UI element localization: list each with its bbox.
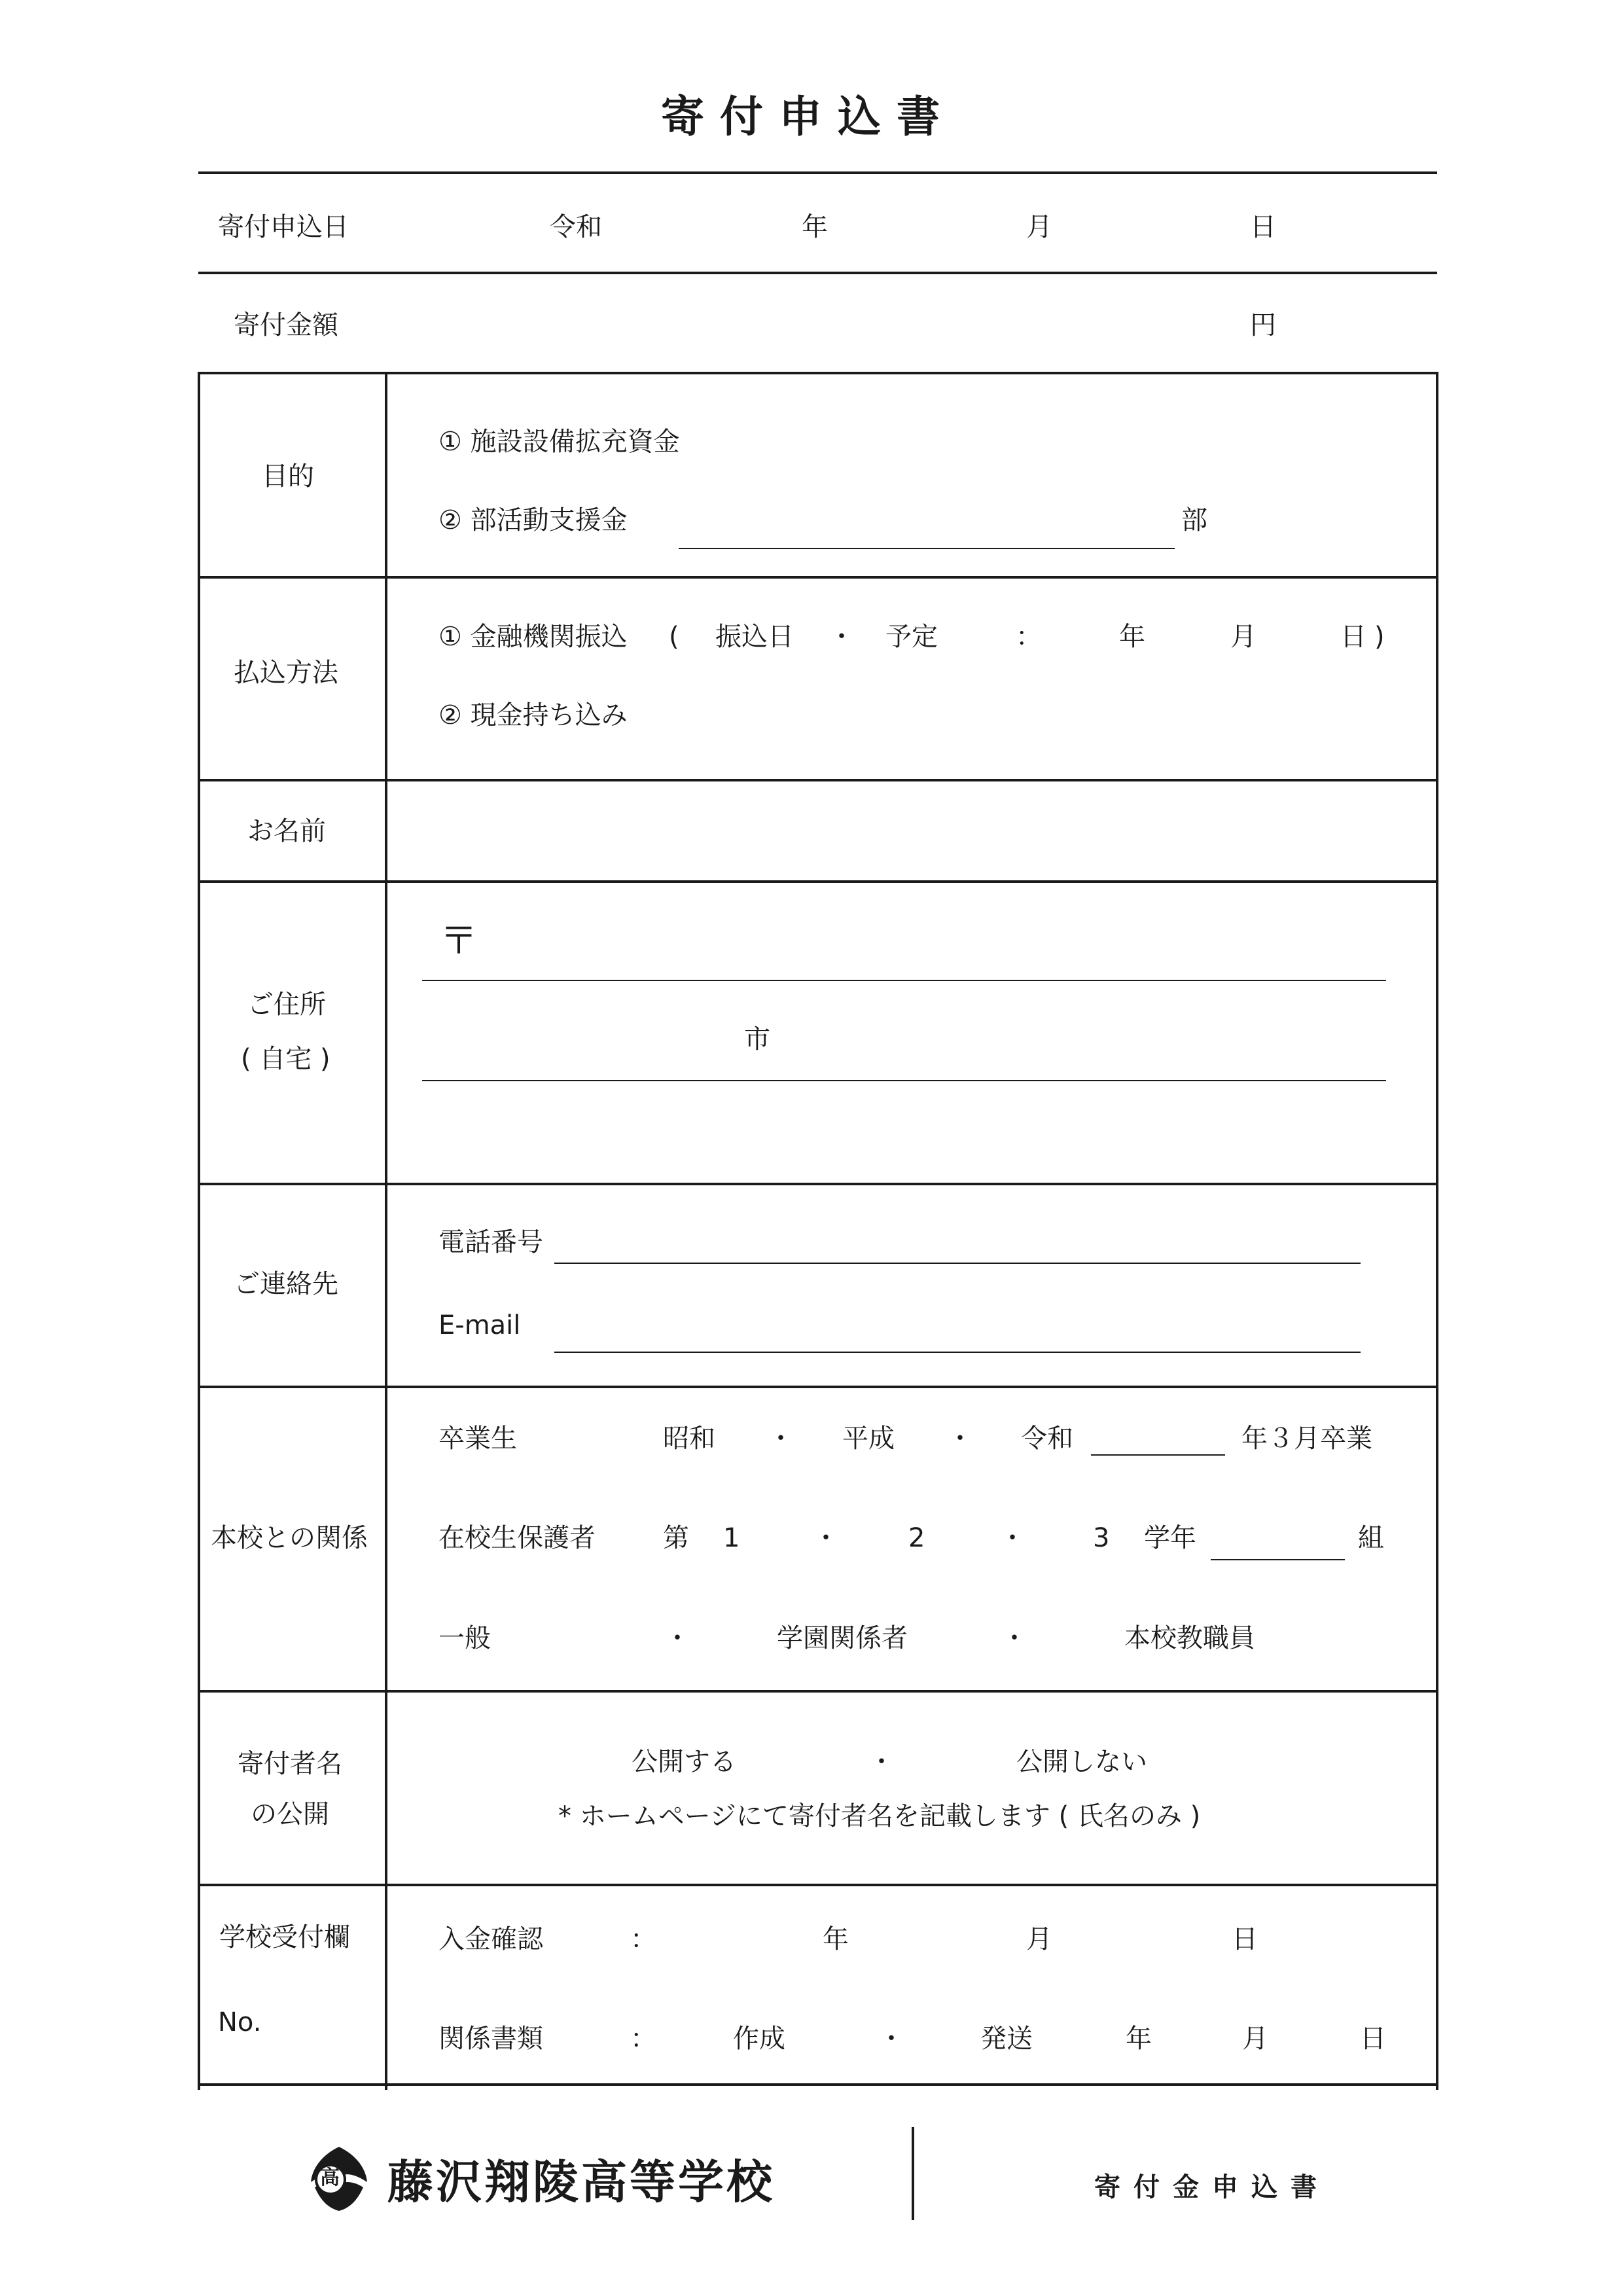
relation-era-showa[interactable]: 昭和 <box>663 1424 715 1454</box>
relation-general[interactable]: 一般 <box>438 1623 491 1653</box>
disclosure-no-publish[interactable]: 公開しない <box>1016 1747 1147 1777</box>
relation-grade-1[interactable]: 1 <box>723 1523 740 1553</box>
relation-era-reiwa[interactable]: 令和 <box>1021 1424 1073 1454</box>
rule-date-bottom <box>198 272 1437 274</box>
amount-label: 寄付金額 <box>234 310 338 340</box>
school-emblem-char: 高 <box>320 2166 340 2189</box>
payment-year: 年 <box>1119 622 1145 652</box>
class-number-field[interactable] <box>1211 1559 1345 1560</box>
date-month: 月 <box>1026 212 1052 242</box>
relation-graduate[interactable]: 卒業生 <box>438 1424 517 1454</box>
relation-dot-5: ・ <box>664 1623 690 1653</box>
payment-confirm-year: 年 <box>823 1924 849 1954</box>
disclosure-label-2: の公開 <box>251 1799 329 1829</box>
payment-confirm-month: 月 <box>1026 1924 1052 1954</box>
relation-dai: 第 <box>663 1523 689 1553</box>
payment-planned: 予定 <box>885 622 938 652</box>
documents-label: 関係書類 <box>438 2024 543 2054</box>
date-label: 寄付申込日 <box>218 212 349 242</box>
documents-month: 月 <box>1242 2024 1268 2054</box>
relation-label: 本校との関係 <box>211 1523 368 1553</box>
payment-day: 日 <box>1340 622 1366 652</box>
rule-payment-bottom <box>198 779 1437 781</box>
school-use-label: 学校受付欄 <box>219 1922 350 1952</box>
graduation-year-field[interactable] <box>1091 1454 1225 1456</box>
relation-school-related[interactable]: 学園関係者 <box>777 1623 908 1653</box>
payment-confirm-label: 入金確認 <box>438 1924 543 1954</box>
documents-dot: ・ <box>878 2024 904 2054</box>
relation-grad-suffix: 年３月卒業 <box>1241 1424 1372 1454</box>
relation-dot-2: ・ <box>947 1424 973 1454</box>
table-right-border <box>1436 372 1438 2090</box>
purpose-label: 目的 <box>262 461 314 492</box>
postal-mark: 〒 <box>440 918 478 963</box>
purpose-option-club[interactable]: ② 部活動支援金 <box>438 505 628 535</box>
rule-amount-bottom <box>198 372 1437 374</box>
rule-contact-bottom <box>198 1386 1437 1388</box>
documents-day: 日 <box>1360 2024 1386 2054</box>
club-suffix: 部 <box>1181 505 1207 535</box>
date-day: 日 <box>1250 212 1276 242</box>
payment-close-paren: ) <box>1374 622 1385 652</box>
documents-year: 年 <box>1126 2024 1152 2054</box>
relation-guardian[interactable]: 在校生保護者 <box>438 1523 596 1553</box>
rule-purpose-bottom <box>198 576 1437 579</box>
footer-doc-title: 寄付金申込書 <box>1094 2172 1330 2202</box>
payment-transfer-date: 振込日 <box>715 622 794 652</box>
school-use-no: No. <box>218 2007 262 2037</box>
relation-dot-4: ・ <box>999 1523 1026 1553</box>
payment-open-paren: ( <box>669 622 679 652</box>
payment-option-bank[interactable]: ① 金融機関振込 <box>438 622 628 652</box>
relation-staff[interactable]: 本校教職員 <box>1124 1623 1255 1653</box>
phone-label: 電話番号 <box>438 1227 543 1257</box>
name-field[interactable] <box>393 785 1430 876</box>
address-label: ご住所 <box>247 990 326 1020</box>
table-left-border <box>198 372 200 2090</box>
disclosure-label: 寄付者名 <box>238 1749 342 1779</box>
documents-create[interactable]: 作成 <box>733 2024 785 2054</box>
date-era: 令和 <box>550 212 602 242</box>
address-label-home: ( 自宅 ) <box>241 1044 330 1074</box>
disclosure-note: * ホームページにて寄付者名を記載します ( 氏名のみ ) <box>558 1801 1201 1831</box>
relation-dot-3: ・ <box>813 1523 839 1553</box>
payment-confirm-colon: ： <box>630 1924 656 1954</box>
club-name-field[interactable] <box>679 548 1175 549</box>
payment-option-cash[interactable]: ② 現金持ち込み <box>438 700 628 730</box>
school-name: 藤沢翔陵高等学校 <box>387 2155 775 2209</box>
rule-address-bottom <box>198 1183 1437 1185</box>
payment-label: 払込方法 <box>234 658 338 688</box>
email-label: E-mail <box>438 1310 521 1340</box>
rule-table-bottom <box>198 2083 1437 2086</box>
name-label: お名前 <box>247 816 326 846</box>
rule-name-bottom <box>198 880 1437 883</box>
date-year: 年 <box>802 212 828 242</box>
documents-send[interactable]: 発送 <box>980 2024 1033 2054</box>
payment-confirm-day: 日 <box>1232 1924 1258 1954</box>
documents-colon: ： <box>630 2024 656 2054</box>
disclosure-dot: ・ <box>868 1747 895 1777</box>
phone-field[interactable] <box>554 1263 1361 1264</box>
postal-code-field[interactable] <box>422 980 1386 981</box>
payment-dot: ・ <box>829 622 855 652</box>
purpose-option-facilities[interactable]: ① 施設設備拡充資金 <box>438 427 680 457</box>
rule-top <box>198 171 1437 174</box>
disclosure-publish[interactable]: 公開する <box>632 1747 736 1777</box>
amount-yen: 円 <box>1250 310 1276 340</box>
rule-relation-bottom <box>198 1690 1437 1693</box>
contact-label: ご連絡先 <box>234 1269 338 1299</box>
relation-era-heisei[interactable]: 平成 <box>842 1424 895 1454</box>
address-city: 市 <box>744 1024 770 1054</box>
payment-month: 月 <box>1230 622 1257 652</box>
table-divider <box>385 372 387 2090</box>
rule-disclosure-bottom <box>198 1884 1437 1886</box>
relation-dot-1: ・ <box>768 1424 794 1454</box>
relation-grade: 学年 <box>1144 1523 1196 1553</box>
footer-divider <box>912 2127 914 2220</box>
relation-grade-3[interactable]: 3 <box>1093 1523 1110 1553</box>
email-field[interactable] <box>554 1352 1361 1353</box>
school-emblem-icon <box>303 2142 375 2214</box>
page-title: 寄付申込書 <box>661 92 955 142</box>
relation-kumi: 組 <box>1358 1523 1384 1553</box>
address-line-field[interactable] <box>422 1080 1386 1081</box>
payment-colon: ： <box>1016 622 1042 652</box>
relation-grade-2[interactable]: 2 <box>908 1523 925 1553</box>
relation-dot-6: ・ <box>1001 1623 1027 1653</box>
